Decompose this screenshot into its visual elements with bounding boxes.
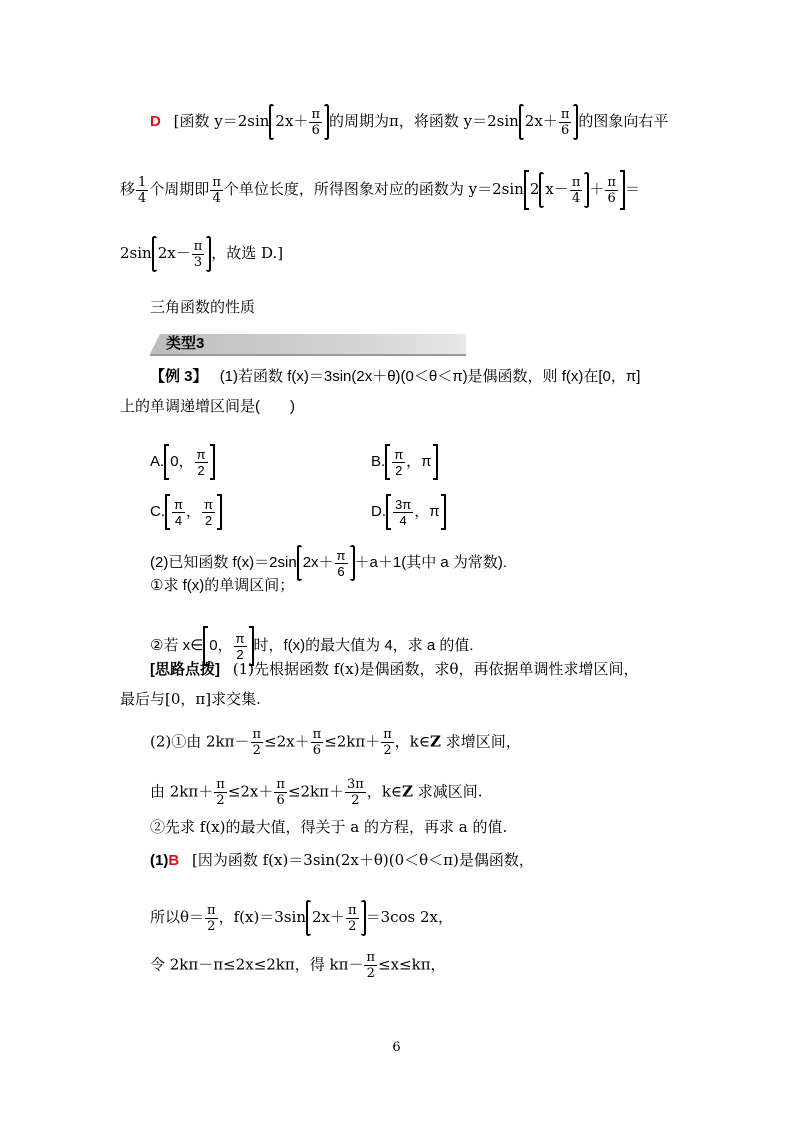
fraction: $\frac{\pi}{2}$ (383, 727, 392, 758)
set-z: Z (430, 732, 441, 751)
hint-text: ≤2kπ＋ (287, 782, 344, 801)
answer-d-line-1 (150, 104, 668, 140)
fraction: $\frac{\pi}{6}$ (276, 777, 285, 808)
option-d (371, 494, 446, 530)
bracket (152, 236, 157, 272)
solution-text: ，f(x)＝3sin (218, 908, 306, 926)
fraction: $\frac{\pi}{2}$ (348, 902, 357, 934)
option-label: B. (371, 452, 386, 470)
answer-text: 的图象向右平 (578, 112, 669, 130)
fraction: $\frac{\pi}{6}$ (560, 106, 570, 138)
answer-text: 个单位长度，所得图象对应的函数为 y＝2sin (223, 180, 524, 198)
fraction: $\frac{\pi}{6}$ (607, 174, 616, 206)
hint-text: (2)①由 2kπ－ (150, 732, 250, 751)
question-text: ②若 x∈ (150, 636, 204, 654)
bracket (386, 494, 391, 530)
bracket (519, 104, 524, 140)
question-text: 时，f(x)的最大值为 4，求 a 的值. (253, 636, 474, 654)
hint-text: 由 2kπ＋ (150, 782, 214, 801)
option-label: A. (150, 452, 165, 470)
fraction: $\frac{\pi}{2}$ (394, 446, 404, 478)
bracket (165, 494, 170, 530)
example-question-2a: ①求 f(x)的单调区间； (150, 577, 295, 594)
bracket (269, 104, 274, 140)
expr: 0， (209, 636, 233, 654)
question-text: (1)若函数 f(x)＝3sin(2x＋θ)(0＜θ＜π)是偶函数，则 f(x)在[0，π] (219, 368, 641, 385)
expr: 2x＋ (312, 908, 346, 926)
option-c (150, 494, 222, 530)
expr: 2x－ (157, 244, 191, 262)
expr: ＋ (589, 180, 605, 198)
hint-text: ≤2kπ＋ (324, 732, 381, 751)
question-text: ＋a＋1(其中 a 为常数). (354, 553, 508, 571)
hint-label: [思路点拨] (150, 661, 220, 678)
expr: 2x＋ (275, 112, 309, 130)
bracket (539, 172, 544, 208)
solution-line-2 (150, 900, 453, 936)
expr: ，π (414, 502, 440, 520)
fraction: $\frac{\pi}{6}$ (336, 547, 346, 579)
set-z: Z (402, 782, 413, 801)
fraction: $\frac{\pi}{2}$ (204, 496, 213, 528)
option-b (371, 444, 438, 480)
type-banner (150, 334, 466, 356)
section-title: 三角函数的性质 (150, 299, 256, 316)
expr: 0， (170, 452, 194, 470)
fraction: $\frac{\pi}{4}$ (174, 496, 183, 528)
example-question-1 (150, 367, 640, 387)
expr: ， (185, 502, 201, 520)
hint-text: ≤2x＋ (227, 782, 274, 801)
page-number: 6 (392, 1040, 401, 1055)
fraction: $\frac{3\pi}{4}$ (395, 496, 412, 528)
solution-text: 令 2kπ－π≤2x≤2kπ，得 kπ－ (150, 955, 364, 974)
option-label: C. (150, 502, 165, 520)
answer-text: 个周期即 (149, 180, 210, 198)
fraction: $\frac{\pi}{6}$ (312, 727, 322, 758)
fraction: $\frac{\pi}{2}$ (366, 950, 376, 981)
fraction: $\frac{\pi}{4}$ (212, 174, 221, 206)
hint-line-4 (150, 777, 483, 808)
answer-d-line-3 (120, 236, 283, 272)
fraction: $\frac{1}{4}$ (138, 174, 147, 206)
answer-text: ，故选 D.] (211, 244, 284, 262)
hint-text: 求减区间. (412, 782, 483, 801)
solution-line-3 (150, 950, 446, 981)
fraction: $\frac{\pi}{2}$ (196, 446, 206, 478)
example-label: 【例 3】 (150, 368, 208, 385)
expr: ＝ (624, 180, 640, 198)
bracket (433, 444, 438, 480)
hint-line-5: ②先求 f(x)的最大值，得关于 a 的方程，再求 a 的值. (150, 818, 508, 836)
example-question-1b: 上的单调递增区间是( ) (120, 398, 295, 415)
fraction: $\frac{\pi}{2}$ (216, 777, 225, 808)
solution-letter: B (168, 852, 180, 869)
fraction: $\frac{\pi}{4}$ (571, 174, 581, 206)
solution-text: 所以θ＝ (150, 908, 205, 926)
answer-d-line-2 (120, 170, 640, 210)
hint-text: ≤2x＋ (264, 732, 310, 751)
bracket (306, 900, 311, 936)
hint-text: ，k∈ (366, 782, 403, 801)
option-label: D. (371, 502, 386, 520)
bracket (210, 444, 215, 480)
bracket (441, 494, 446, 530)
expr: x－ (545, 180, 569, 198)
solution-line-1 (150, 850, 534, 871)
bracket (297, 545, 302, 581)
hint-line-1 (150, 659, 639, 680)
bracket (385, 444, 390, 480)
fraction: $\frac{\pi}{6}$ (311, 106, 320, 138)
solution-label: (1) (150, 852, 169, 869)
answer-text: [函数 y＝2sin (173, 112, 270, 130)
expr: 2 (529, 180, 540, 198)
answer-text: 的周期为π，将函数 y＝2sin (328, 112, 519, 130)
hint-text: (1)先根据函数 f(x)是偶函数，求θ，再依据单调性求增区间， (232, 660, 639, 678)
expr: 2x＋ (302, 553, 334, 571)
expr: ，π (406, 452, 432, 470)
option-a (150, 444, 215, 480)
fraction: $\frac{\pi}{2}$ (235, 630, 245, 662)
solution-text: ＝3cos 2x， (365, 908, 454, 926)
answer-text: 移 (120, 180, 136, 198)
fraction: $\frac{\pi}{2}$ (207, 902, 216, 934)
hint-line-2: 最后与[0，π]求交集. (120, 690, 261, 708)
bracket (524, 170, 529, 210)
expr: 2x＋ (524, 112, 558, 130)
solution-text: ≤x≤kπ， (378, 955, 446, 974)
bracket (217, 494, 222, 530)
hint-text: 求增区间， (440, 732, 521, 751)
answer-text: 2sin (120, 244, 152, 262)
hint-text: ，k∈ (394, 732, 430, 751)
solution-text: [因为函数 f(x)＝3sin(2x＋θ)(0＜θ＜π)是偶函数， (191, 851, 534, 869)
fraction: $\frac{\pi}{2}$ (252, 727, 262, 758)
answer-letter: D (150, 113, 161, 130)
question-text: (2)已知函数 f(x)＝2sin (150, 553, 297, 571)
fraction: $\frac{3\pi}{2}$ (347, 777, 364, 808)
fraction: $\frac{\pi}{3}$ (193, 238, 203, 270)
hint-line-3 (150, 727, 521, 758)
type-banner-label: 类型3 (154, 334, 210, 354)
bracket (164, 444, 169, 480)
